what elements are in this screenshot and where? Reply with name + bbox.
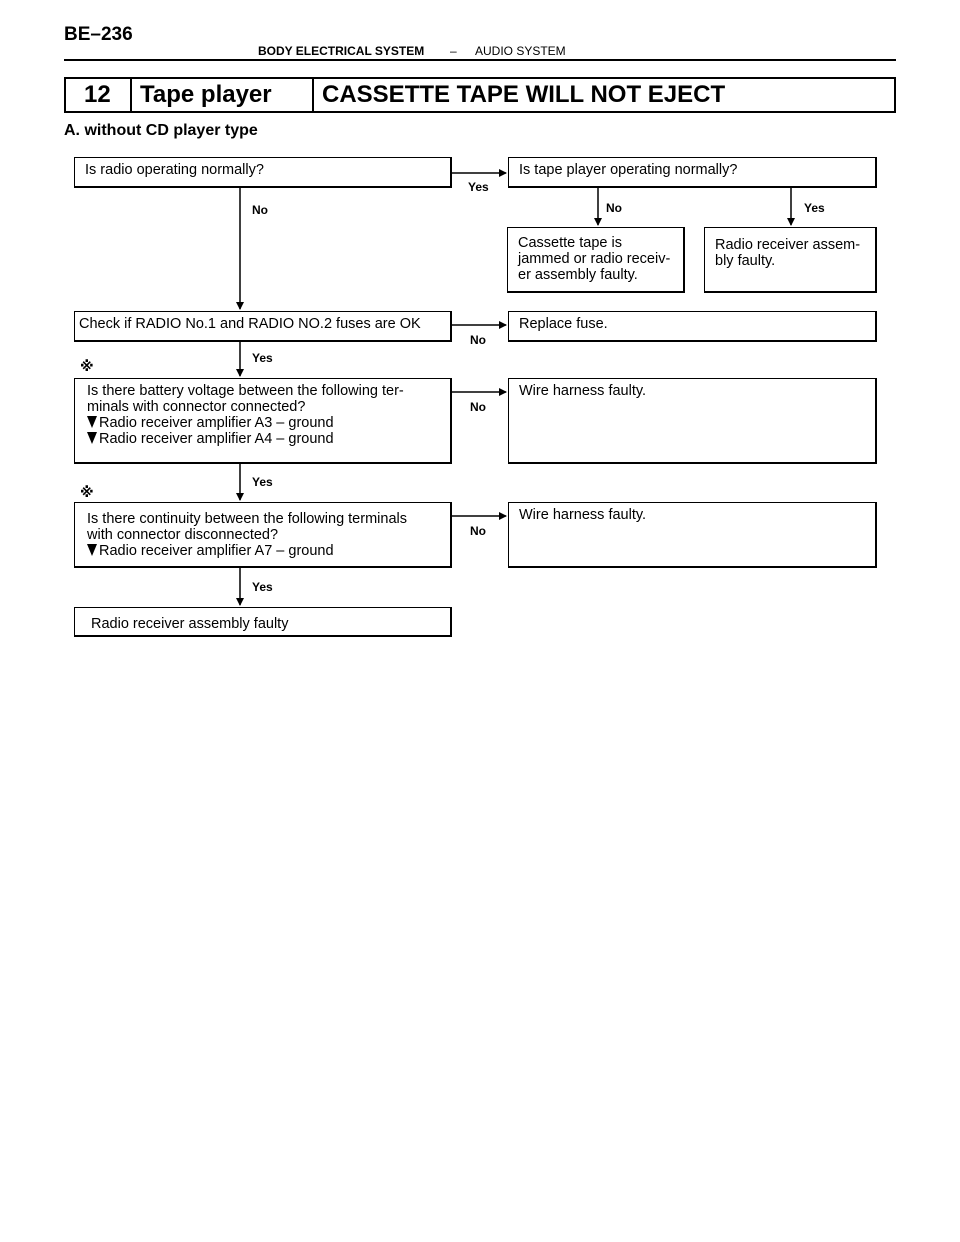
title-number: 12 <box>84 81 111 108</box>
question-fuses <box>74 311 452 342</box>
star-icon: ※ <box>80 484 94 500</box>
result-text: Cassette tape is <box>518 235 622 251</box>
label-yes: Yes <box>252 351 273 365</box>
result-text: er assembly faulty. <box>518 267 638 283</box>
result-text: Wire harness faulty. <box>519 383 647 399</box>
question-tape-text: Is tape player operating normally? <box>519 162 738 178</box>
question-battery-voltage <box>74 378 452 464</box>
label-no: No <box>252 203 268 217</box>
bullet-item <box>87 543 440 559</box>
result-text: Replace fuse. <box>519 316 608 332</box>
bullet-text: Radio receiver amplifier A4 – ground <box>99 431 334 447</box>
label-yes: Yes <box>252 580 273 594</box>
result-radio-receiver-faulty <box>704 227 877 293</box>
triangle-bullet-icon <box>87 432 97 444</box>
label-yes: Yes <box>804 201 825 215</box>
subheading: A. without CD player type <box>64 122 258 139</box>
header-separator: – <box>450 44 457 58</box>
result-text: Radio receiver assembly faulty <box>91 616 289 632</box>
result-wire-harness-2 <box>508 502 877 568</box>
title-category: Tape player <box>140 81 272 108</box>
result-wire-harness-1 <box>508 378 877 464</box>
section-title: BODY ELECTRICAL SYSTEM <box>258 44 425 58</box>
result-radio-receiver-assembly <box>74 607 452 637</box>
result-text: bly faulty. <box>715 253 776 269</box>
bullet-item <box>87 431 440 447</box>
result-text: Wire harness faulty. <box>519 507 647 523</box>
result-replace-fuse <box>508 311 877 342</box>
question-fuses-text: Check if RADIO No.1 and RADIO NO.2 fuses are OK <box>79 316 421 332</box>
triangle-bullet-icon <box>87 544 97 556</box>
star-icon: ※ <box>80 358 94 374</box>
question-text: minals with connector connected? <box>87 399 306 415</box>
label-no: No <box>470 524 486 538</box>
result-cassette-jammed <box>507 227 685 293</box>
label-no: No <box>606 201 622 215</box>
question-continuity <box>74 502 452 568</box>
result-text: Radio receiver assem- <box>715 237 861 253</box>
triangle-bullet-icon <box>87 416 97 428</box>
label-yes: Yes <box>252 475 273 489</box>
page-number: BE–236 <box>64 24 133 45</box>
label-no: No <box>470 400 486 414</box>
bullet-text: Radio receiver amplifier A7 – ground <box>99 543 334 559</box>
title-symptom: CASSETTE TAPE WILL NOT EJECT <box>322 81 726 108</box>
question-radio-text: Is radio operating normally? <box>85 162 264 178</box>
label-no: No <box>470 333 486 347</box>
question-radio <box>74 157 452 188</box>
bullet-text: Radio receiver amplifier A3 – ground <box>99 415 334 431</box>
bullet-item <box>87 415 440 431</box>
question-text: Is there continuity between the following terminals <box>87 511 407 527</box>
subsection-title: AUDIO SYSTEM <box>475 44 566 58</box>
result-text: jammed or radio receiv- <box>518 251 671 267</box>
question-text: Is there battery voltage between the following ter- <box>87 383 404 399</box>
label-yes: Yes <box>468 180 489 194</box>
question-tape <box>508 157 877 188</box>
question-text: with connector disconnected? <box>87 527 279 543</box>
